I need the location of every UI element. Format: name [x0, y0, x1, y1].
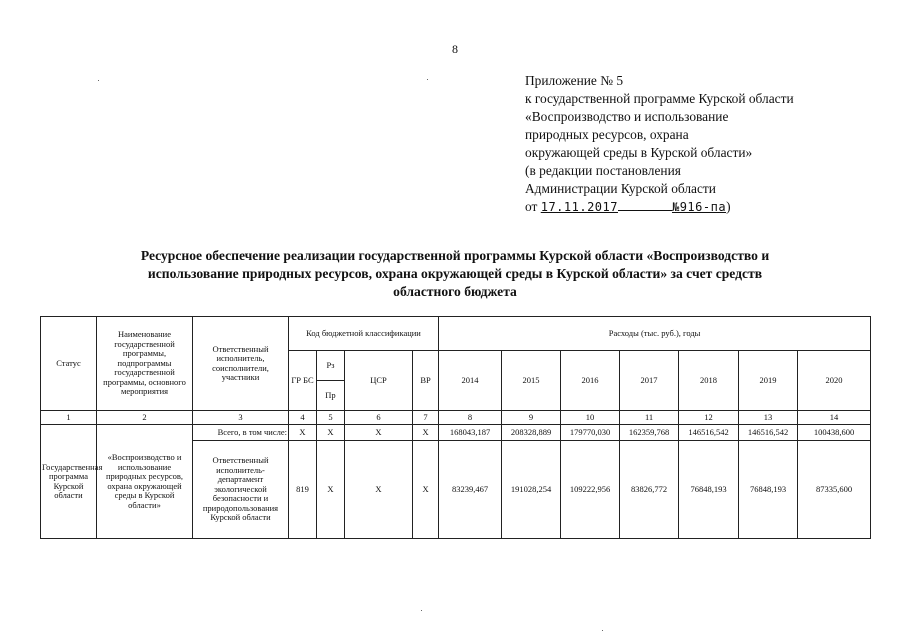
col-number: 10 [561, 411, 620, 425]
header-executor: Ответственный исполнитель, соисполнители, участники [193, 317, 289, 411]
title-line: областного бюджета [393, 284, 517, 299]
header-grbs: ГР БС [289, 351, 317, 411]
grbs-cell: 819 [289, 441, 317, 539]
scan-speck [98, 80, 99, 81]
header-year: 2016 [561, 351, 620, 411]
vr-cell: Х [413, 425, 439, 441]
col-number: 5 [317, 411, 345, 425]
csr-cell: Х [345, 441, 413, 539]
column-number-row [41, 411, 871, 425]
header-year: 2018 [679, 351, 739, 411]
amount-cell: 87335,600 [798, 441, 871, 539]
amount-cell: 168043,187 [439, 425, 502, 441]
col-number: 13 [739, 411, 798, 425]
department-cell: Ответственный исполнитель-департамент экологической безопасности и природопользования Курской области [193, 441, 289, 539]
date-closing: ) [726, 199, 731, 214]
header-pr: Пр [317, 381, 345, 411]
header-expenses: Расходы (тыс. руб.), годы [439, 317, 871, 351]
appendix-line: «Воспроизводство и использование [525, 109, 729, 124]
appendix-line: природных ресурсов, охрана [525, 127, 689, 142]
header-year: 2017 [620, 351, 679, 411]
header-row [41, 317, 871, 351]
header-year: 2015 [502, 351, 561, 411]
header-name: Наименование государственной программы, подпрограммы государственной программы, основного мероприятия [97, 317, 193, 411]
header-csr: ЦСР [345, 351, 413, 411]
grbs-cell: Х [289, 425, 317, 441]
header-year: 2014 [439, 351, 502, 411]
header-budget-code: Код бюджетной классификации [289, 317, 439, 351]
col-number: 14 [798, 411, 871, 425]
header-vr: ВР [413, 351, 439, 411]
decree-date-line [525, 198, 794, 216]
page-number: 8 [452, 42, 458, 56]
col-number: 8 [439, 411, 502, 425]
amount-cell: 76848,193 [679, 441, 739, 539]
rzpr-cell: Х [317, 441, 345, 539]
col-number: 9 [502, 411, 561, 425]
scan-speck [427, 79, 428, 80]
appendix-block [525, 72, 794, 216]
amount-cell: 83239,467 [439, 441, 502, 539]
col-number: 12 [679, 411, 739, 425]
title-line: использование природных ресурсов, охрана окружающей среды в Курской области» за счет средств [147, 266, 763, 281]
col-number: 2 [97, 411, 193, 425]
appendix-line: к государственной программе Курской области [525, 91, 794, 106]
budget-table [40, 316, 871, 539]
scan-speck [602, 630, 603, 631]
decree-date: 17.11.2017 [540, 200, 618, 214]
amount-cell: 146516,542 [679, 425, 739, 441]
rzpr-cell: Х [317, 425, 345, 441]
vr-cell: Х [413, 441, 439, 539]
col-number: 7 [413, 411, 439, 425]
col-number: 4 [289, 411, 317, 425]
header-status: Статус [41, 317, 97, 411]
col-number: 1 [41, 411, 97, 425]
header-year: 2020 [798, 351, 871, 411]
amount-cell: 109222,956 [561, 441, 620, 539]
amount-cell: 179770,030 [561, 425, 620, 441]
appendix-line: Приложение № 5 [525, 73, 624, 88]
appendix-line: Администрации Курской области [525, 181, 716, 196]
title-line: Ресурсное обеспечение реализации государственной программы Курской области «Воспроизводство и [140, 248, 770, 263]
col-number: 11 [620, 411, 679, 425]
col-number: 6 [345, 411, 413, 425]
status-cell: Государственная программа Курской области [41, 425, 97, 539]
document-title [90, 247, 820, 301]
amount-cell: 191028,254 [502, 441, 561, 539]
date-prefix: от [525, 199, 538, 214]
appendix-line: окружающей среды в Курской области» [525, 145, 753, 160]
scan-speck [421, 610, 422, 611]
appendix-line: (в редакции постановления [525, 163, 681, 178]
decree-number: №916-па [671, 200, 727, 214]
header-year: 2019 [739, 351, 798, 411]
header-rz: Рз [317, 351, 345, 381]
date-blank-line [618, 199, 672, 211]
amount-cell: 76848,193 [739, 441, 798, 539]
total-label: Всего, в том числе: [193, 425, 289, 441]
program-name-cell: «Воспроизводство и использование природных ресурсов, охрана окружающей среды в Курской области» [97, 425, 193, 539]
csr-cell: Х [345, 425, 413, 441]
col-number: 3 [193, 411, 289, 425]
amount-cell: 100438,600 [798, 425, 871, 441]
table-row [41, 425, 871, 441]
amount-cell: 208328,889 [502, 425, 561, 441]
amount-cell: 146516,542 [739, 425, 798, 441]
amount-cell: 83826,772 [620, 441, 679, 539]
amount-cell: 162359,768 [620, 425, 679, 441]
